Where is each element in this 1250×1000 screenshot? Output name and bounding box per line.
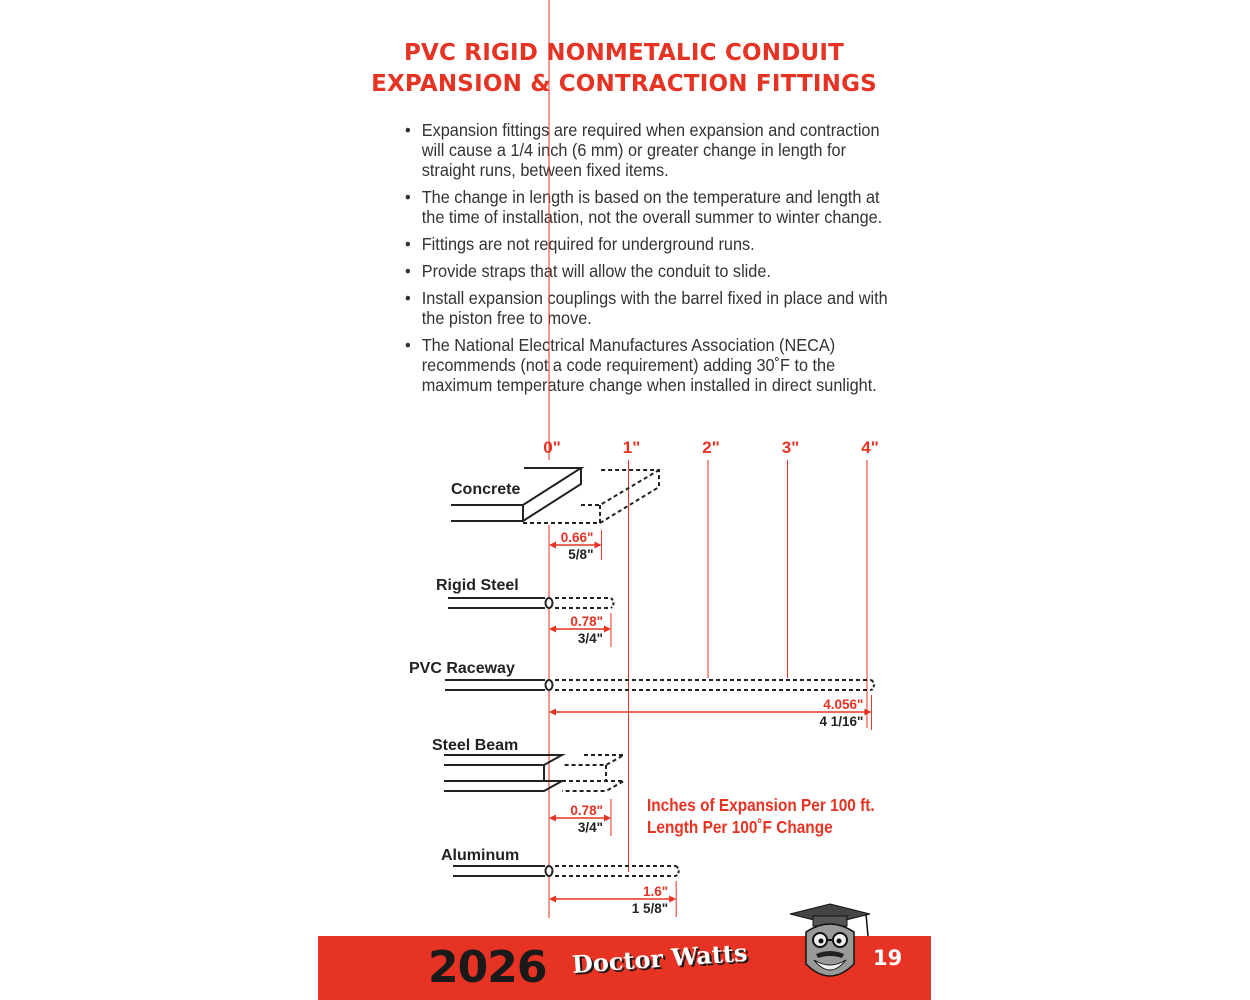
pipe-end (546, 866, 553, 876)
title-line-1: PVC RIGID NONMETALIC CONDUIT (403, 40, 845, 66)
expansion-fraction-label: 3/4" (577, 631, 604, 646)
expansion-decimal-label: 1.6" (643, 884, 669, 899)
dimension-arrowhead (549, 815, 556, 822)
steel-beam (444, 781, 562, 791)
diagram-legend (647, 794, 875, 838)
expansion-fraction-label: 1 5/8" (631, 901, 669, 916)
scale-label: 1" (622, 438, 641, 457)
expansion-fraction-label: 5/8" (568, 547, 594, 562)
dimension-arrowhead (669, 896, 676, 903)
pipe-expanded (611, 598, 614, 608)
bullet-text: Install expansion couplings with the barrel fixed in place and with the piston free to move. (421, 288, 888, 328)
bullet-dot: • (405, 187, 411, 207)
dimension-arrowhead (864, 709, 871, 716)
legend-line-2: Length Per 100˚F Change (647, 817, 833, 837)
footer-year: 2026 (428, 942, 547, 993)
steel-beam (444, 755, 562, 765)
bullet-dot: • (405, 120, 411, 140)
beam-expanded (562, 781, 624, 791)
bullet-dot: • (405, 261, 411, 281)
bullet-text: The National Electrical Manufactures Association (NECA) recommends (not a code requirement) adding 30˚F to the maximum temperature change when installed in direct sunlight. (421, 335, 877, 395)
bullet-text: Provide straps that will allow the conduit to slide. (421, 261, 771, 281)
material-label: Concrete (451, 481, 521, 498)
dimension-arrowhead (549, 709, 556, 716)
expansion-decimal-label: 0.78" (570, 614, 604, 629)
expansion-decimal-label: 0.78" (570, 803, 604, 818)
bullet-text: Expansion fittings are required when expansion and contraction will cause a 1/4 inch (6 mm) or greater change in length for straight runs, between fixed items. (421, 120, 880, 180)
concrete-expanded (523, 470, 659, 523)
material-label: PVC Raceway (409, 660, 515, 677)
dimension-arrowhead (604, 815, 611, 822)
dimension-arrowhead (549, 542, 556, 549)
scale-label: 3" (781, 438, 800, 457)
scale-label: 2" (702, 438, 720, 457)
material-label: Rigid Steel (436, 577, 519, 594)
scale-label: 0" (543, 438, 561, 457)
bullet-dot: • (405, 288, 411, 308)
dimension-arrowhead (594, 542, 601, 549)
footer-brand: Doctor Watts (570, 937, 749, 979)
page-number: 19 (873, 946, 903, 970)
material-label: Aluminum (441, 847, 520, 864)
bullet-text: Fittings are not required for underground runs. (421, 234, 755, 254)
pipe-expanded (871, 680, 874, 690)
bullet-dot: • (405, 335, 411, 355)
concrete-expanded (581, 470, 659, 505)
material-label: Steel Beam (432, 737, 519, 754)
legend-line-1: Inches of Expansion Per 100 ft. (647, 795, 875, 815)
dimension-arrowhead (604, 626, 611, 633)
bullet-text: The change in length is based on the temperature and length at the time of installation, not the overall summer to winter change. (421, 187, 883, 227)
pipe-expanded (676, 866, 679, 876)
scale-label: 4" (861, 438, 879, 457)
expansion-decimal-label: 0.66" (560, 530, 594, 545)
pipe-end (546, 598, 553, 608)
doctor-watts-mascot-icon (788, 902, 872, 982)
bullet-dot: • (405, 234, 411, 254)
expansion-fraction-label: 3/4" (577, 820, 604, 835)
title-line-2: EXPANSION & CONTRACTION FITTINGS (371, 71, 877, 97)
expansion-decimal-label: 4.056" (823, 697, 864, 712)
pipe-end (546, 680, 553, 690)
dimension-arrowhead (549, 626, 556, 633)
expansion-fraction-label: 4 1/16" (819, 714, 864, 729)
beam-expanded (562, 755, 624, 765)
dimension-arrowhead (549, 896, 556, 903)
